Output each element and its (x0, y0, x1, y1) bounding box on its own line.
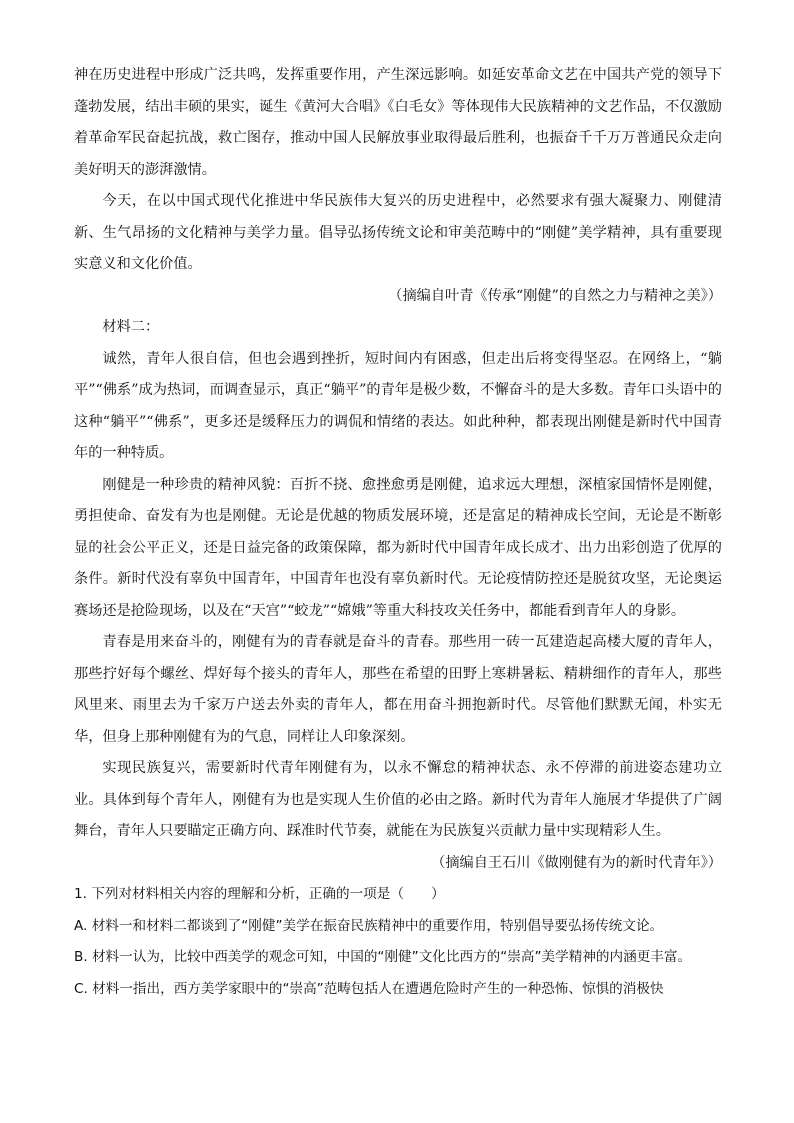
material1-continued-paragraph: 神在历史进程中形成广泛共鸣，发挥重要作用，产生深远影响。如延安革命文艺在中国共产党的领导下蓬勃发展，结出丰硕的果实，诞生《黄河大合唱》《白毛女》等体现伟大民族精神的文艺作品，不仅激励着革命军民奋起抗战，救亡图存，推动中国人民解放事业取得最后胜利，也振奋千千万万普通民众走向美好明天的澎湃激情。 (74, 67, 722, 178)
material2-label: 材料二： (102, 319, 160, 335)
material1-today-paragraph: 今天，在以中国式现代化推进中华民族伟大复兴的历史进程中，必然要求有强大凝聚力、刚健清新、生气昂扬的文化精神与美学力量。倡导弘扬传统文论和审美范畴中的“刚健”美学精神，具有重要现实意义和文化价值。 (74, 193, 722, 272)
material1-source: （摘编自叶青《传承“刚健”的自然之力与精神之美》） (388, 287, 722, 304)
material2-paragraph-1: 诚然，青年人很自信，但也会遇到挫折，短时间内有困惑，但走出后将变得坚忍。在网络上，“躺平”“佛系”成为热词，而调查显示，真正“躺平”的青年是极少数，不懈奋斗的是大多数。青年口头语中的这种“躺平”“佛系”，更多还是缓释压力的调侃和情绪的表达。如此种种，都表现出刚健是新时代中国青年的一种特质。 (74, 350, 722, 461)
question-1-option-a: A. 材料一和材料二都谈到了“刚健”美学在振奋民族精神中的重要作用，特别倡导要弘扬传统文论。 (74, 917, 664, 934)
document-page (74, 60, 722, 1005)
material2-source: （摘编自王石川《做刚健有为的新时代青年》） (431, 854, 722, 871)
question-1-option-b: B. 材料一认为，比较中西美学的观念可知，中国的“刚健”文化比西方的“崇高”美学精神的内涵更丰富。 (74, 949, 692, 965)
material2-paragraph-2: 刚健是一种珍贵的精神风貌：百折不挠、愈挫愈勇是刚健，追求远大理想，深植家国情怀是刚健，勇担使命、奋发有为也是刚健。无论是优越的物质发展环境，还是富足的精神成长空间，无论是不断彰显的社会公平正义，还是日益完备的政策保障，都为新时代中国青年成长成才、出力出彩创造了优厚的条件。新时代没有辜负中国青年，中国青年也没有辜负新时代。无论疫情防控还是脱贫攻坚，无论奥运赛场还是抢险现场，以及在“天宫”“蛟龙”“嫦娥”等重大科技攻关任务中，都能看到青年人的身影。 (74, 476, 722, 619)
question-1-option-c: C. 材料一指出，西方美学家眼中的“崇高”范畴包括人在遭遇危险时产生的一种恐怖、惊惧的消极快 (74, 980, 664, 997)
material2-paragraph-3: 青春是用来奋斗的，刚健有为的青春就是奋斗的青春。那些用一砖一瓦建造起高楼大厦的青年人，那些拧好每个螺丝、焊好每个接头的青年人，那些在希望的田野上寒耕暑耘、精耕细作的青年人，那些风里来、雨里去为千家万户送去外卖的青年人，都在用奋斗拥抱新时代。尽管他们默默无闻，朴实无华，但身上那种刚健有为的气息，同样让人印象深刻。 (74, 634, 722, 745)
material2-paragraph-4: 实现民族复兴，需要新时代青年刚健有为，以永不懈怠的精神状态、永不停滞的前进姿态建功立业。具体到每个青年人，刚健有为也是实现人生价值的必由之路。新时代为青年人施展才华提供了广阔舞台，青年人只要瞄定正确方向、踩准时代节奏，就能在为民族复兴贡献力量中实现精彩人生。 (74, 760, 722, 839)
question-1-stem: 1. 下列对材料相关内容的理解和分析，正确的一项是（ ） (74, 886, 445, 902)
